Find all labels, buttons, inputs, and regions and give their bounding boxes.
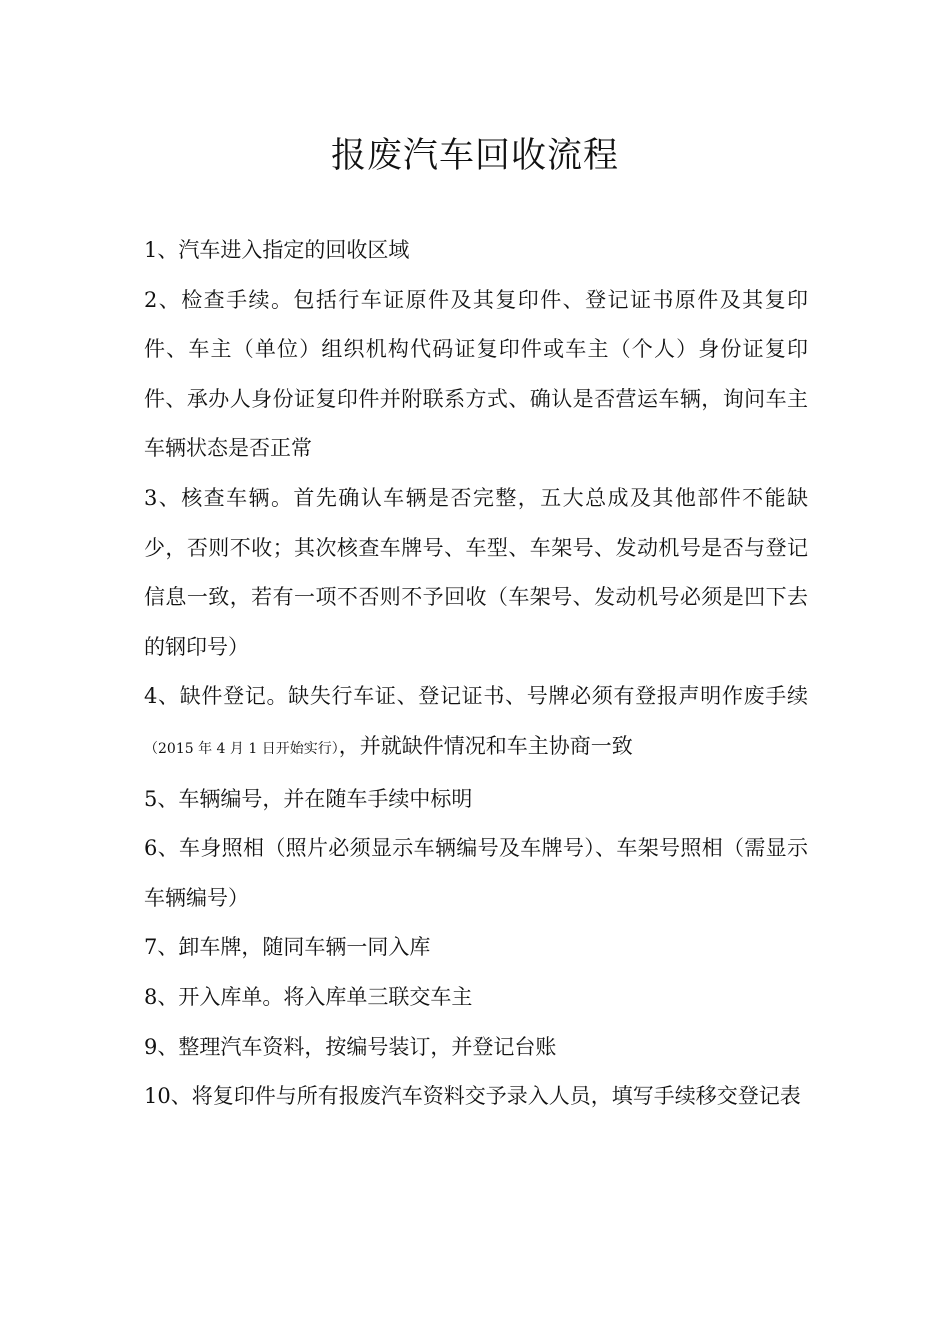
document-title: 报废汽车回收流程: [330, 136, 619, 176]
step-1: 1、汽车进入指定的回收区域: [144, 238, 410, 262]
step-4-date-note: （2015 年 4 月 1 日开始实行）: [144, 740, 339, 757]
step-4-text: 4、缺件登记。缺失行车证、登记证书、号牌必须有登报声明作废手续: [144, 684, 808, 709]
step-4: [144, 672, 808, 774]
step-9: 9、整理汽车资料，按编号装订，并登记台账: [144, 1034, 557, 1059]
step-7: 7、卸车牌，随同车辆一同入库: [144, 935, 431, 960]
step-3: 3、核查车辆。首先确认车辆是否完整，五大总成及其他部件不能缺少，否则不收；其次核查车牌号、车型、车架号、发动机号是否与登记信息一致，若有一项不否则不予回收（车架号、发动机号必须是凹下去的钢印号）: [144, 485, 808, 659]
step-2: 2、检查手续。包括行车证原件及其复印件、登记证书原件及其复印件、车主（单位）组织机构代码证复印件或车主（个人）身份证复印件、承办人身份证复印件并附联系方式、确认是否营运车辆，询问车主车辆状态是否正常: [144, 287, 808, 461]
step-4-text-cont: ，并就缺件情况和车主协商一致: [338, 733, 633, 758]
step-6: 6、车身照相（照片必须显示车辆编号及车牌号）、车架号照相（需显示车辆编号）: [144, 836, 808, 910]
step-10: 10、将复印件与所有报废汽车资料交予录入人员，填写手续移交登记表: [144, 1084, 801, 1109]
step-8: 8、开入库单。将入库单三联交车主: [144, 984, 473, 1009]
document-body: [144, 226, 808, 1122]
step-5: 5、车辆编号，并在随车手续中标明: [144, 786, 473, 811]
